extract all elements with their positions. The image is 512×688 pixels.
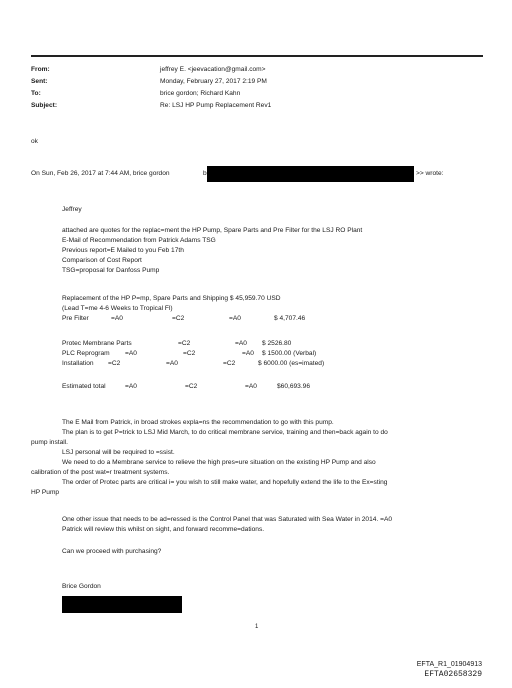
reply-text: ok <box>31 138 38 145</box>
body-line: Patrick will review this whilst on sight, and forward recomme=dations. <box>62 526 265 533</box>
row-code: =C2 <box>172 315 185 322</box>
intro-line: TSG=proposal for Danfoss Pump <box>62 267 160 274</box>
row-code: =A0 <box>125 383 137 390</box>
header-rule <box>31 55 483 57</box>
row-code: =C2 <box>108 360 121 367</box>
body-line: The E Mail from Patrick, in broad strokes expla=ns the recommendation to go with this pump. <box>62 419 334 426</box>
row-label: Pre Filter <box>62 315 89 322</box>
signature-name: Brice Gordon <box>62 583 101 590</box>
question-line: Can we proceed with purchasing? <box>62 548 162 555</box>
signature-redaction <box>62 596 182 613</box>
body-line: HP Pump <box>31 489 60 496</box>
row-code: =C2 <box>185 383 198 390</box>
intro-line: attached are quotes for the replac=ment the HP Pump, Spare Parts and Pre Filter for the LSJ RO Plant <box>62 227 363 234</box>
quote-header-prefix: On Sun, Feb 26, 2017 at 7:44 AM, brice gordon <box>31 170 170 177</box>
sent-value: Monday, February 27, 2017 2:19 PM <box>160 78 267 85</box>
to-value: brice gordon; Richard Kahn <box>160 90 241 97</box>
body-line: We need to do a Membrane service to relieve the high pres=ure situation on the existing HP Pump and also <box>62 459 376 466</box>
subject-label: Subject: <box>31 102 58 109</box>
intro-line: Comparison of Cost Report <box>62 257 142 264</box>
row-label: Installation <box>62 360 94 367</box>
redaction-bar <box>207 166 414 182</box>
row-code: =A0 <box>235 340 247 347</box>
intro-line: E-Mail of Recommendation from Patrick Adams TSG <box>62 237 216 244</box>
sent-label: Sent: <box>31 78 48 85</box>
body-line: The order of Protec parts are critical i= you wish to still make water, and hopefully extend the life to the Ex=sting <box>62 479 388 486</box>
footer-bates-number: EFTA02658329 <box>424 670 482 679</box>
row-code: =C2 <box>183 350 196 357</box>
row-code: =A0 <box>229 315 241 322</box>
from-value: jeffrey E. <jeevacation@gmail.com> <box>160 66 266 73</box>
replacement-line: Replacement of the HP P=mp, Spare Parts and Shipping $ 45,959.70 USD <box>62 295 281 302</box>
row-code: =A0 <box>125 350 137 357</box>
row-amount: $ 6000.00 (es=imated) <box>258 360 325 367</box>
page-number: 1 <box>255 624 259 630</box>
greeting: Jeffrey <box>62 206 82 213</box>
row-code: =A0 <box>111 315 123 322</box>
row-code: =A0 <box>166 360 178 367</box>
row-label: Protec Membrane Parts <box>62 340 132 347</box>
from-label: From: <box>31 66 50 73</box>
body-line: One other issue that needs to be ad=ressed is the Control Panel that was Saturated with Sea Water in 2014. =A0 <box>62 516 393 523</box>
row-label: PLC Reprogram <box>62 350 110 357</box>
quote-header-prefix-tail: b <box>203 170 207 177</box>
row-code: =C2 <box>178 340 191 347</box>
body-line: pump install. <box>31 439 69 446</box>
lead-time-line: (Lead T=me 4-6 Weeks to Tropical Fl) <box>62 305 173 312</box>
row-code: =A0 <box>245 383 257 390</box>
row-amount: $ 2526.80 <box>262 340 292 347</box>
row-amount: $60,693.96 <box>277 383 311 390</box>
body-line: The plan is to get P=trick to LSJ Mid March, to do critical membrane service, training and then=back again to do <box>62 429 388 436</box>
quote-header-suffix: >> wrote: <box>416 170 444 177</box>
body-line: calibration of the post wat=r treatment systems. <box>31 469 170 476</box>
row-amount: $ 1500.00 (Verbal) <box>262 350 317 357</box>
body-line: LSJ personal will be required to =ssist. <box>62 449 175 456</box>
row-amount: $ 4,707.46 <box>274 315 306 322</box>
intro-line: Previous report=E Mailed to you Feb 17th <box>62 247 184 254</box>
row-code: =C2 <box>223 360 236 367</box>
row-code: =A0 <box>242 350 254 357</box>
to-label: To: <box>31 90 41 97</box>
subject-value: Re: LSJ HP Pump Replacement Rev1 <box>160 102 272 109</box>
row-label: Estimated total <box>62 383 106 390</box>
footer-reference: EFTA_R1_01904913 <box>416 661 482 668</box>
